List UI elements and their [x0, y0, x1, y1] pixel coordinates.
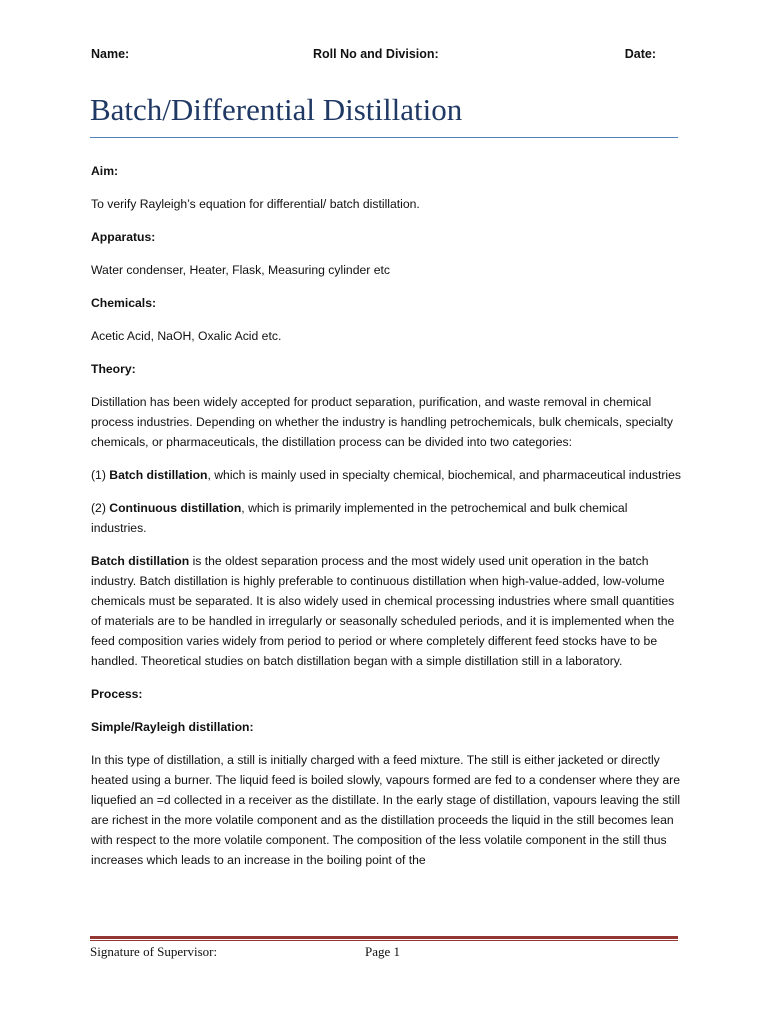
simple-distillation-paragraph: In this type of distillation, a still is initially charged with a feed mixture. The still is either jacketed or directly heated using a burner. The liquid feed is boiled slowly, vapours formed are fed to a condenser where they are liquefied an =d collected in a receiver as the distillate. In the early stage of distillation, vapours leaving the still are richest in the more volatile component and as the distillation proceeds the liquid in the still becomes lean with respect to the more volatile component. The composition of the less volatile component in the still thus increases which leads to an increase in the boiling point of the: [91, 753, 681, 867]
page-header: [91, 47, 656, 65]
list-item-number: (1): [91, 468, 110, 482]
aim-heading: Aim:: [91, 164, 119, 178]
page-footer: [90, 944, 678, 964]
list-item-number: (2): [91, 501, 110, 515]
roll-no-division-label: Roll No and Division:: [313, 47, 439, 61]
signature-of-supervisor-label: Signature of Supervisor:: [90, 944, 218, 959]
chemicals-text: Acetic Acid, NaOH, Oxalic Acid etc.: [91, 329, 282, 343]
aim-text: To verify Rayleigh’s equation for differential/ batch distillation.: [91, 197, 420, 211]
process-heading: Process:: [91, 687, 143, 701]
list-item-batch: [91, 465, 681, 485]
theory-heading: Theory:: [91, 362, 136, 376]
paragraph-text: is the oldest separation process and the most widely used unit operation in the batch industry. Batch distillation is highly preferable to continuous distillation when high-value-added, low-volume chemicals must be separated. It is also widely used in chemical processing industries where small quantities of materials are to be handled in irregularly or seasonally scheduled periods, and it is implemented when the feed composition varies widely from period to period or where completely different feed stocks have to be handled. Theoretical studies on batch distillation began with a simple distillation still in a laboratory.: [91, 554, 675, 668]
list-item-continuous: [91, 498, 681, 538]
apparatus-text: Water condenser, Heater, Flask, Measuring cylinder etc: [91, 263, 390, 277]
date-label: Date:: [624, 47, 656, 61]
apparatus-heading: Apparatus:: [91, 230, 156, 244]
batch-distillation-paragraph: [91, 551, 681, 671]
page-number: Page 1: [365, 944, 401, 959]
batch-distillation-term: Batch distillation: [91, 554, 190, 568]
chemicals-heading: Chemicals:: [91, 296, 157, 310]
continuous-distillation-term: Continuous distillation: [109, 501, 242, 515]
list-item-text: , which is mainly used in specialty chemical, biochemical, and pharmaceutical industries: [207, 468, 681, 482]
list-item-text: , which is primarily implemented in the petrochemical and bulk chemical industries.: [91, 501, 628, 535]
document-title: Batch/Differential Distillation: [90, 92, 463, 127]
title-underline: [90, 137, 678, 138]
simple-distillation-heading: Simple/Rayleigh distillation:: [91, 720, 254, 734]
batch-distillation-term: Batch distillation: [109, 468, 208, 482]
document-body: [91, 161, 681, 883]
name-label: Name:: [91, 47, 130, 61]
theory-paragraph: Distillation has been widely accepted for product separation, purification, and waste removal in chemical process industries. Depending on whether the industry is handling petrochemicals, bulk chemicals, specialty chemicals, or pharmaceuticals, the distillation process can be divided into two categories:: [91, 395, 673, 449]
footer-rule-thick: [90, 936, 678, 939]
footer-rule-thin: [90, 940, 678, 941]
